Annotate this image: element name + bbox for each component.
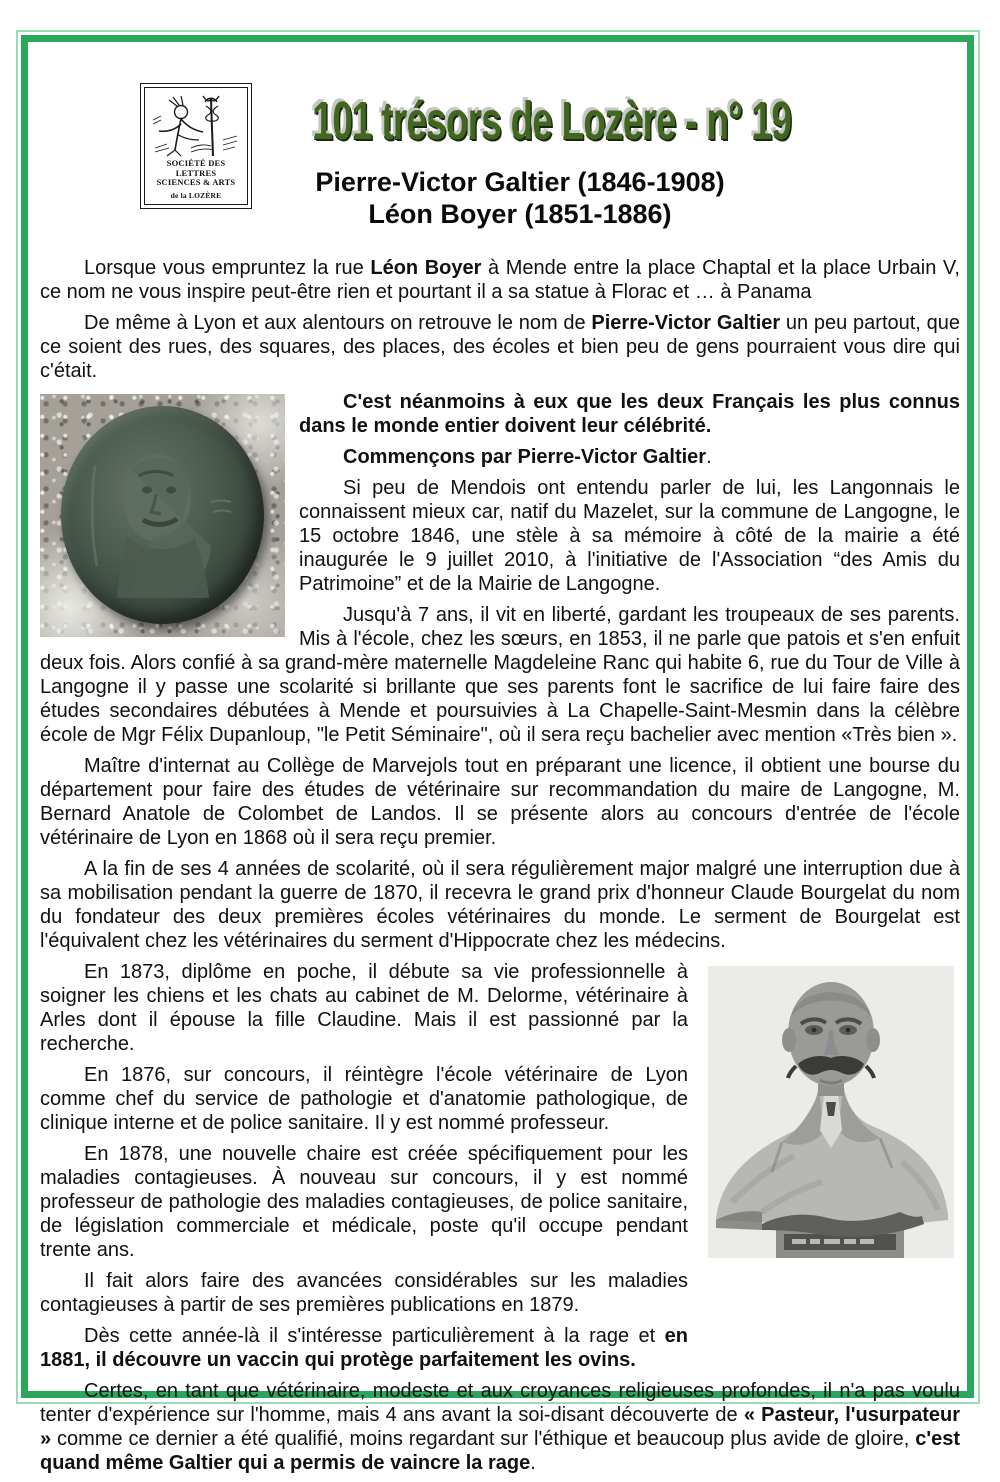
- paragraph: Si peu de Mendois ont entendu parler de lui, les Langonnais le connaissent mieux car, natif du Mazelet, sur la commune de Langogne, le 15 octobre 1846, une stèle à sa mémoire à côté de la mairie a été inaugurée le 9 juillet 2010, à l'initiative de l'Association “des Amis du Patrimoine” et de la Mairie de Langogne.: [299, 477, 960, 595]
- paragraph: Jusqu'à 7 ans, il vit en liberté, gardant les troupeaux de ses parents. Mis à l'école, chez les sœurs, en 1853, il ne parle que patois et s'en enfuit deux fois. Alors confié à sa grand-mère maternelle Magdeleine Ranc qui habite 6, rue du Tour de Ville à Langogne il y passe une scolarité si brillante que ses parents font le sacrifice de lui faire faire des études secondaires débutées à Mende et poursuivies à La Chapelle-Saint-Mesmin dans la célèbre école de Mgr Félix Dupanloup, "le Petit Séminaire", où il sera reçu bachelier avec mention «Très bien ».: [40, 604, 960, 746]
- paragraph: Certes, en tant que vétérinaire, modeste et aux croyances religieuses profondes, il n'a pas voulu tenter d'expérience sur l'homme, mais 4 ans avant la soi-disant découverte de « Pasteur, l'usurpateur » comme ce dernier a été qualifié, moins regardant sur l'éthique et beaucoup plus avide de gloire, c'est quand même Galtier qui a permis de vaincre la rage.: [40, 1380, 961, 1474]
- galtier-medallion-relief-illustration: [61, 406, 264, 624]
- galtier-medallion-photo: [40, 394, 285, 637]
- mercury-caduceus-engraving-illustration: [147, 90, 245, 158]
- subtitle-line1: Pierre-Victor Galtier (1846-1908): [315, 167, 725, 197]
- page-title: [200, 43, 900, 152]
- page-title-text: 101 trésors de Lozère - n° 19: [312, 91, 792, 151]
- galtier-bust-illustration: [702, 962, 960, 1264]
- paragraph: En 1878, une nouvelle chaire est créée spécifiquement pour les maladies contagieuses. À nouveau sur concours, il y est nommé professeur de pathologie des maladies contagieuses, de police sanitaire, de législation commerciale et médicale, poste qu'il occupe pendant trente ans.: [40, 1143, 688, 1261]
- society-logo-line2: SCIENCES & ARTS: [156, 177, 236, 187]
- society-logo-line1: SOCIÉTÉ DES LETTRES: [166, 158, 226, 178]
- paragraph: Maître d'internat au Collège de Marvejols tout en préparant une licence, il obtient une bourse du département pour faire des études de vétérinaire sur recommandation du maire de Langogne, M. Bernard Anatole de Colombet de Landos. Il se présente alors au concours d'entrée de l'école vétérinaire de Lyon en 1868 où il sera reçu premier.: [40, 755, 960, 849]
- paragraph: De même à Lyon et aux alentours on retrouve le nom de Pierre-Victor Galtier un peu partout, que ce soient des rues, des squares, des places, des écoles et bien peu de gens pourraient vous dire qui c'était.: [40, 312, 960, 382]
- paragraph: Commençons par Pierre-Victor Galtier.: [343, 446, 712, 468]
- paragraph: En 1876, sur concours, il réintègre l'école vétérinaire de Lyon comme chef du service de pathologie et d'anatomie pathologique, de clinique interne et de police sanitaire. Il y est nommé professeur.: [40, 1064, 688, 1134]
- society-logo-box: [144, 87, 248, 205]
- paragraph-bold-lead: C'est néanmoins à eux que les deux Français les plus connus dans le monde entier doivent leur célébrité.: [299, 391, 960, 437]
- paragraph: Il fait alors faire des avancées considérables sur les maladies contagieuses à partir de ses premières publications en 1879.: [40, 1270, 688, 1316]
- society-logo-line3: de la LOZÈRE: [170, 190, 222, 200]
- paragraph: Dès cette année-là il s'intéresse particulièrement à la rage et en 1881, il découvre un vaccin qui protège parfaitement les ovins.: [40, 1325, 688, 1371]
- page-header: [40, 43, 960, 256]
- paragraph: En 1873, diplôme en poche, il débute sa vie professionnelle à soigner les chiens et les chats au cabinet de M. Delorme, vétérinaire à Arles dont il épouse la fille Claudine. Mais il est passionné par la recherche.: [40, 961, 688, 1055]
- society-logo: [140, 83, 252, 209]
- society-logo-text: [147, 159, 245, 200]
- article-body: [40, 256, 960, 1475]
- paragraph: A la fin de ses 4 années de scolarité, où il sera régulièrement major malgré une interruption due à sa mobilisation pendant la guerre de 1870, il recevra le grand prix d'honneur Claude Bourgelat du nom du fondateur des deux premières écoles vétérinaires du monde. Le serment de Bourgelat est l'équivalent chez les vétérinaires du serment d'Hippocrate chez les médecins.: [40, 858, 960, 952]
- bronze-medallion-disc: [61, 406, 264, 624]
- galtier-bust-photo: [702, 962, 960, 1264]
- paragraph: Lorsque vous empruntez la rue Léon Boyer à Mende entre la place Chaptal et la place Urbain V, ce nom ne vous inspire peut-être rien et pourtant il a sa statue à Florac et … à Panama: [40, 257, 960, 303]
- subtitle-line2: Léon Boyer (1851-1886): [368, 199, 672, 229]
- page-content: [40, 43, 960, 1482]
